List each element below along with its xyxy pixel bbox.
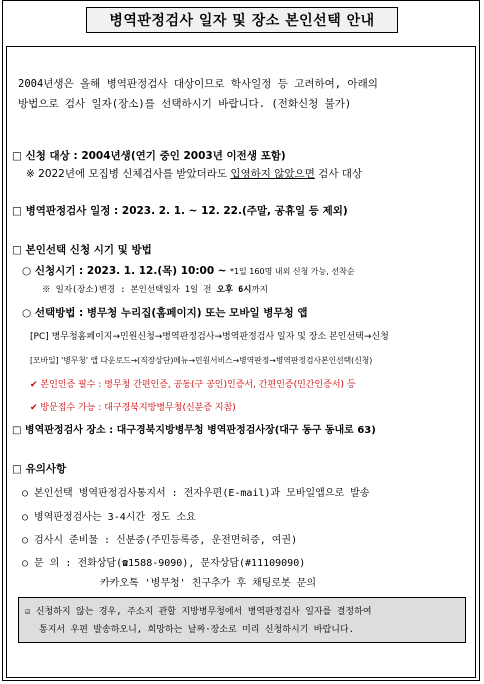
auth-prefix: 본인인증 필수 : xyxy=(40,380,105,390)
notice-line-2: 통지서 우편 발송하오니, 희망하는 날짜·장소로 미리 신청하시기 바랍니다. xyxy=(39,625,355,635)
visit-text: 대구경북지방병무청(신분증 지참) xyxy=(104,403,236,413)
notice-box xyxy=(18,597,466,643)
change-post: 까지 xyxy=(251,285,268,295)
caution-item: ○ 병역판정검사는 3-4시간 정도 소요 xyxy=(22,512,196,523)
caution-item: ○ 검사시 준비물 : 신분증(주민등록증, 운전면허증, 여권) xyxy=(22,535,298,546)
method-label: ○ 선택방법 : 병무청 누리집(홈페이지) 또는 모바일 병무청 앱 xyxy=(22,307,308,319)
target-note-underline: 입영하지 않았으면 xyxy=(230,168,315,180)
target-note xyxy=(26,168,362,181)
period-note: *1일 160명 내외 신청 가능, 선착순 xyxy=(229,267,355,276)
page-title: 병역판정검사 일자 및 장소 본인선택 안내 xyxy=(86,7,398,33)
period-label: ○ 신청시기 : 2023. 1. 12.(목) 10:00 ~ xyxy=(22,265,227,277)
target-note-pre: ※ 2022년에 모집병 신체검사를 받았더라도 xyxy=(26,168,231,180)
visit-prefix: 방문접수 가능 : xyxy=(40,403,105,413)
contact-line-1: 전화상담(☎1588-9090), 문자상담(#11109090) xyxy=(77,558,306,569)
caution-item: ○ 본인선택 병역판정검사통지서 : 전자우편(E-mail)과 모바일앱으로 발송 xyxy=(22,488,370,499)
auth-text: 병무청 간편인증, 공동(구 공인)인증서, 간편인증(민간인증서) 등 xyxy=(104,380,356,390)
period-line xyxy=(22,265,355,278)
contact-label: ○ 문 의 : xyxy=(22,558,78,569)
place-heading: □ 병역판정검사 장소 : 대구경북지방병무청 병역판정검사장(대구 동구 동내로 63) xyxy=(12,425,376,436)
change-pre: ※ 일자(장소)변경 : 본인선택일자 1일 전 xyxy=(42,285,217,295)
intro-line-2: 방법으로 검사 일자(장소)를 선택하시기 바랍니다. (전화신청 불가) xyxy=(18,98,352,110)
schedule-heading: □ 병역판정검사 일정 : 2023. 2. 1. ~ 12. 22.(주말, 공휴일 등 제외) xyxy=(12,205,348,217)
contact-line xyxy=(22,557,305,570)
visit-line xyxy=(30,402,236,415)
target-note-post: 검사 대상 xyxy=(314,168,363,180)
intro-line-1: 2004년생은 올해 병역판정검사 대상이므로 학사일정 등 고려하여, 아래의 xyxy=(18,78,378,90)
cautions-heading: □ 유의사항 xyxy=(12,463,67,475)
mobile-path: [모바일] '병무청' 앱 다운로드→(직장상단)메뉴→민원서비스→병역판정→병역판정검사본인선택(신청) xyxy=(30,356,373,365)
change-bold: 오후 6시 xyxy=(216,285,252,295)
check-icon: ✔ xyxy=(30,403,38,413)
pc-path: [PC] 병무청홈페이지→민원신청→병역판정검사→병역판정검사 일자 및 장소 본인선택→신청 xyxy=(30,332,389,342)
target-heading: □ 신청 대상 : 2004년생(연기 중인 2003년 이전생 포함) xyxy=(12,150,286,162)
check-icon: ✔ xyxy=(30,380,38,390)
notice-line-1: ☑ 신청하지 않는 경우, 주소지 관할 지방병무청에서 병역판정검사 일자를 결정하여 xyxy=(25,607,372,617)
contact-line-2: 카카오톡 '병무청' 친구추가 후 채팅로봇 문의 xyxy=(100,578,317,589)
change-note xyxy=(42,284,268,297)
auth-line xyxy=(30,379,356,392)
method-heading: □ 본인선택 신청 시기 및 방법 xyxy=(12,244,152,256)
